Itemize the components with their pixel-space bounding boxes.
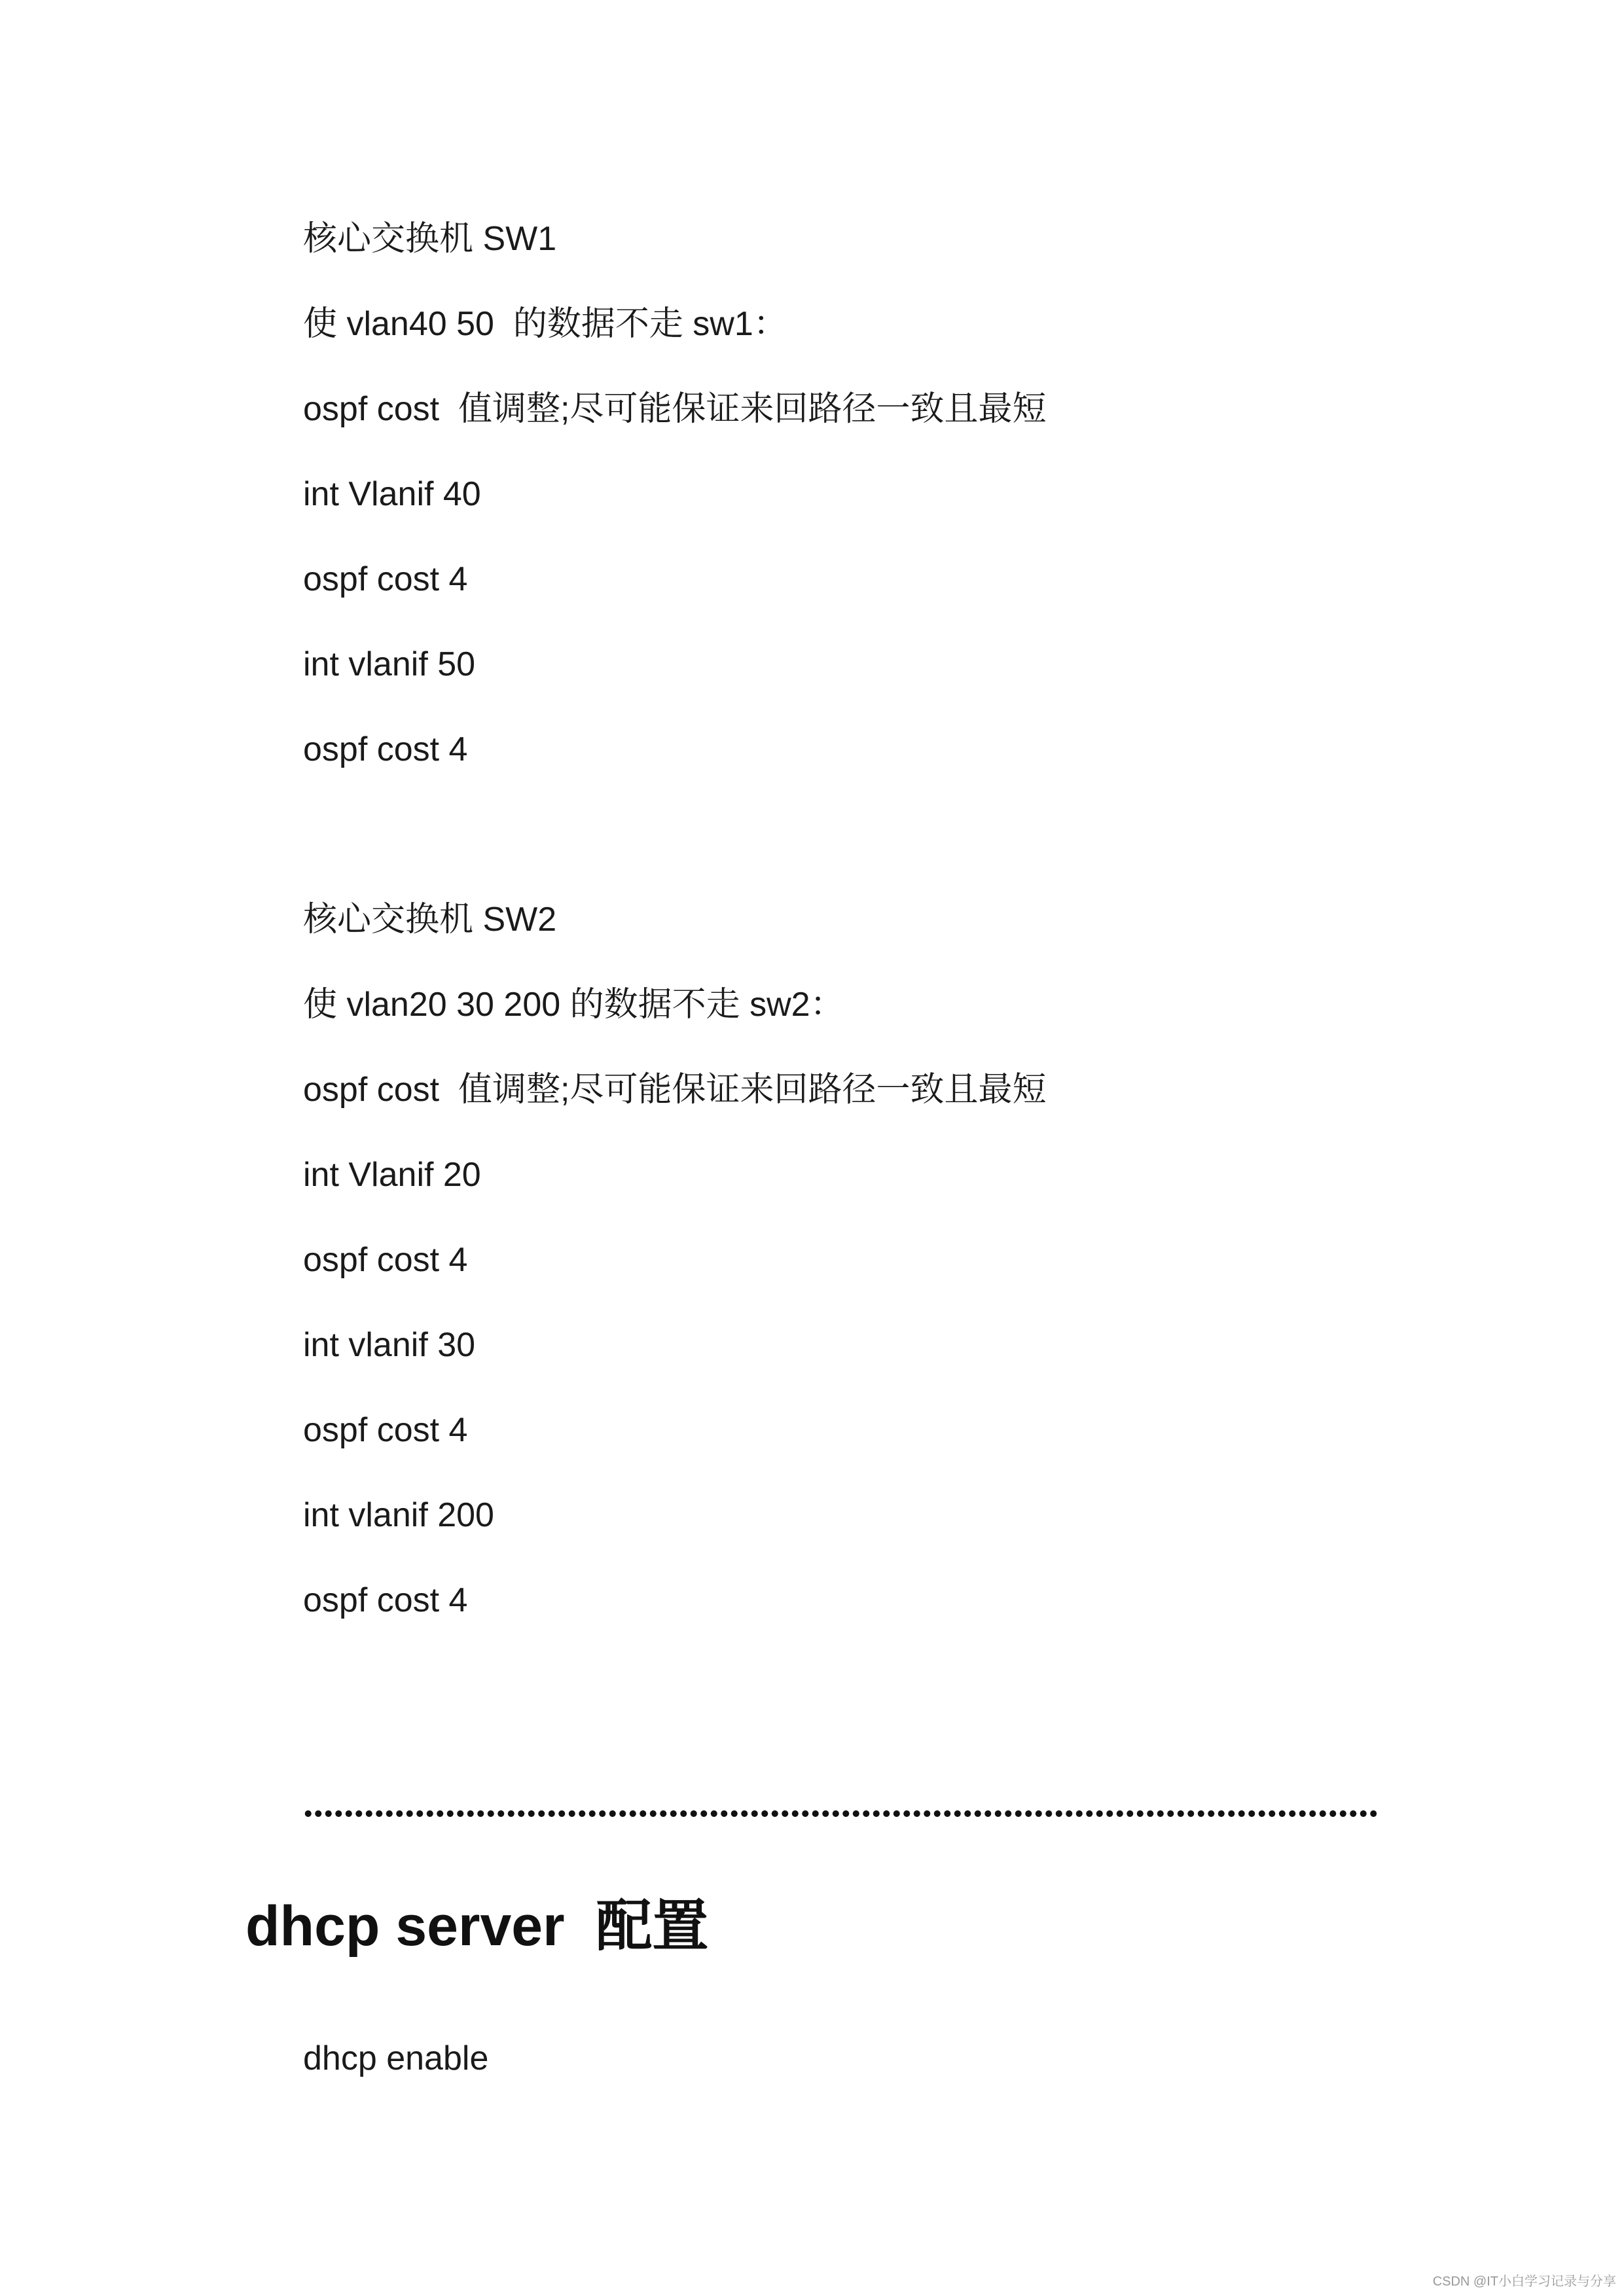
sw2-command-line: int vlanif 200	[303, 1496, 494, 1534]
dhcp-section-heading: dhcp server 配置	[245, 1895, 709, 1958]
dotted-separator	[303, 1809, 1377, 1818]
sw2-command-line: int vlanif 30	[303, 1326, 476, 1364]
sw2-command-line: int Vlanif 20	[303, 1156, 481, 1194]
sw2-command-line: ospf cost 4	[303, 1241, 468, 1279]
sw1-cost-note: ospf cost 值调整;尽可能保证来回路径一致且最短	[303, 390, 1047, 428]
sw2-title: 核心交换机 SW2	[303, 901, 557, 939]
sw2-command-line: ospf cost 4	[303, 1581, 468, 1619]
sw1-command-line: int vlanif 50	[303, 645, 476, 683]
watermark: CSDN @IT小白学习记录与分享	[1432, 2274, 1616, 2289]
sw1-command-line: ospf cost 4	[303, 730, 468, 768]
sw2-command-line: ospf cost 4	[303, 1411, 468, 1449]
sw1-command-line: int Vlanif 40	[303, 475, 481, 513]
sw1-title: 核心交换机 SW1	[303, 220, 557, 258]
sw2-note: 使 vlan20 30 200 的数据不走 sw2：	[303, 986, 844, 1024]
sw1-command-line: ospf cost 4	[303, 560, 468, 598]
dhcp-command-line: dhcp enable	[303, 2039, 489, 2077]
sw2-cost-note: ospf cost 值调整;尽可能保证来回路径一致且最短	[303, 1071, 1047, 1109]
sw1-note: 使 vlan40 50 的数据不走 sw1：	[303, 305, 787, 343]
